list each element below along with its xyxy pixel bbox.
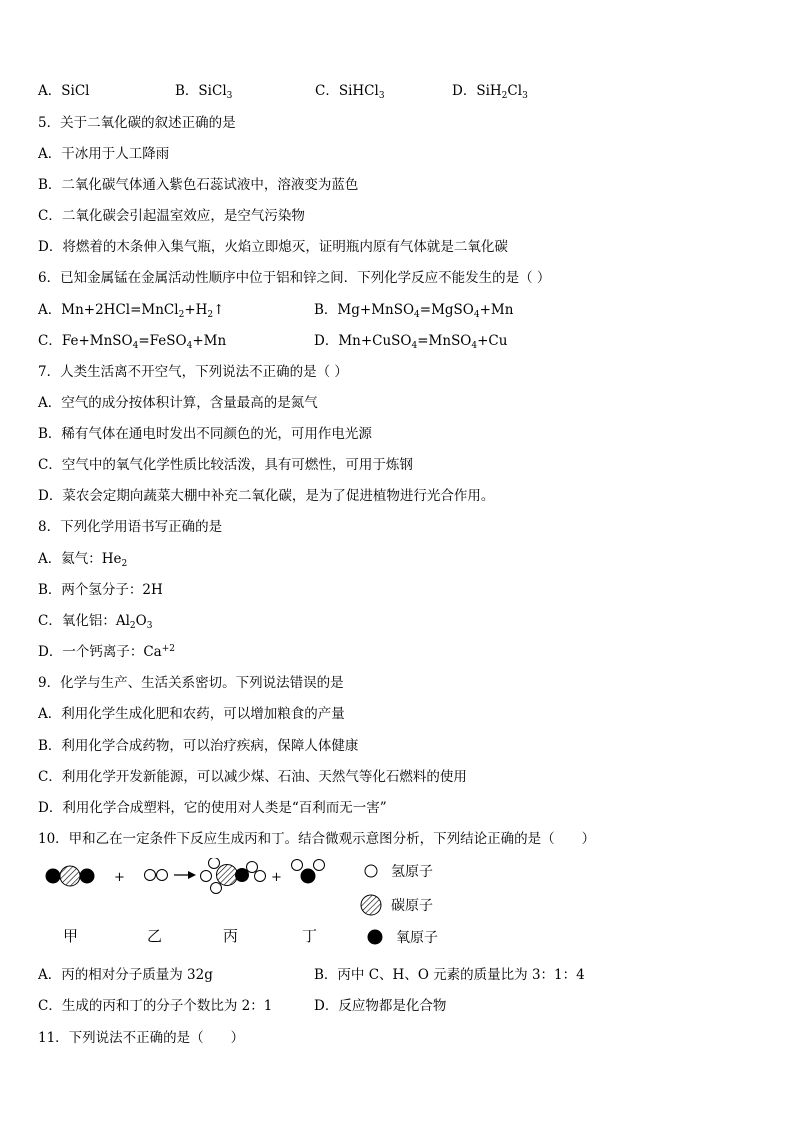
q4-option-c: C．SiHCl$_3$ xyxy=(315,83,385,101)
legend-hydrogen-label: 氢原子 xyxy=(391,864,433,880)
q8-option-b: B．两个氢分子：2H xyxy=(38,582,163,598)
q6-stem: 6．已知金属锰在金属活动性顺序中位于铝和锌之间．下列化学反应不能发生的是（ ） xyxy=(38,270,551,286)
q10-option-a: A．丙的相对分子质量为 32g xyxy=(38,967,213,983)
q7-option-c: C．空气中的氧气化学性质比较活泼，具有可燃性，可用于炼钢 xyxy=(38,457,413,473)
q8-stem: 8．下列化学用语书写正确的是 xyxy=(38,519,223,535)
q9-option-a: A．利用化学生成化肥和农药，可以增加粮食的产量 xyxy=(38,706,345,722)
q5-option-c: C．二氧化碳会引起温室效应，是空气污染物 xyxy=(38,208,305,224)
q8-option-a: A．氦气：$He_2$ xyxy=(38,551,128,569)
label-jia: 甲 xyxy=(63,927,79,945)
q9-stem: 9．化学与生产、生活关系密切。下列说法错误的是 xyxy=(38,675,344,691)
q6-option-d: D．Mn+CuSO$_4$=MnSO$_4$+Cu xyxy=(314,333,508,351)
q7-stem: 7．人类生活离不开空气，下列说法不正确的是（ ） xyxy=(38,364,348,380)
reaction-arrow xyxy=(174,871,196,879)
q10-option-b: B．丙中 C、H、O 元素的质量比为 3：1：4 xyxy=(314,967,585,983)
molecule-reaction-diagram xyxy=(30,858,500,953)
diagram-legend xyxy=(361,864,438,946)
q4-option-a: A．SiCl xyxy=(38,83,90,99)
q10-option-c: C．生成的丙和丁的分子个数比为 2：1 xyxy=(38,998,273,1014)
legend-hydrogen-icon xyxy=(365,865,377,877)
label-ding: 丁 xyxy=(302,927,318,945)
q10-option-d: D．反应物都是化合物 xyxy=(314,998,447,1014)
label-yi: 乙 xyxy=(147,927,163,945)
q7-option-b: B．稀有气体在通电时发出不同颜色的光，可用作电光源 xyxy=(38,426,372,442)
label-bing: 丙 xyxy=(223,927,239,945)
molecule-ding-h2o xyxy=(292,860,325,884)
q6-option-c: C．Fe+MnSO$_4$=FeSO$_4$+Mn xyxy=(38,333,227,351)
q5-option-d: D．将燃着的木条伸入集气瓶，火焰立即熄灭，证明瓶内原有气体就是二氧化碳 xyxy=(38,239,508,255)
legend-carbon-icon xyxy=(361,895,381,915)
q7-option-a: A．空气的成分按体积计算，含量最高的是氮气 xyxy=(38,395,318,411)
legend-oxygen-icon xyxy=(368,930,383,945)
q10-stem: 10．甲和乙在一定条件下反应生成丙和丁。结合微观示意图分析，下列结论正确的是（ ） xyxy=(38,831,596,847)
q5-stem: 5．关于二氧化碳的叙述正确的是 xyxy=(38,115,236,131)
q4-option-b: B．SiCl$_3$ xyxy=(175,83,233,101)
q9-option-c: C．利用化学开发新能源，可以减少煤、石油、天然气等化石燃料的使用 xyxy=(38,769,467,785)
q9-option-b: B．利用化学合成药物，可以治疗疾病，保障人体健康 xyxy=(38,738,359,754)
q6-option-a: A．$Mn+2HCl=MnCl_2+H_2↑$ xyxy=(38,302,225,320)
q8-option-c: C．氧化铝：$Al_2O_3$ xyxy=(38,613,153,631)
molecule-bing-ch3oh xyxy=(201,858,266,894)
plus-sign-1: + xyxy=(114,870,125,885)
q6-option-b: B．Mg+MnSO$_4$=MgSO$_4$+Mn xyxy=(314,302,514,320)
q5-option-b: B．二氧化碳气体通入紫色石蕊试液中，溶液变为蓝色 xyxy=(38,177,359,193)
legend-oxygen-label: 氧原子 xyxy=(396,930,438,946)
q9-option-d: D．利用化学合成塑料，它的使用对人类是“百利而无一害” xyxy=(38,800,387,816)
molecule-yi-h2 xyxy=(145,870,168,881)
q4-option-d: D．$SiH_2Cl_3$ xyxy=(452,83,528,101)
molecule-jia-co2 xyxy=(46,866,95,886)
q7-option-d: D．菜农会定期向蔬菜大棚中补充二氧化碳，是为了促进植物进行光合作用。 xyxy=(38,488,495,504)
legend-carbon-label: 碳原子 xyxy=(391,898,433,914)
q11-stem: 11．下列说法不正确的是（ ） xyxy=(38,1030,245,1046)
q8-option-d: D．一个钙离子：$Ca^{+2}$ xyxy=(38,644,175,660)
q5-option-a: A．干冰用于人工降雨 xyxy=(38,146,170,162)
plus-sign-2: + xyxy=(271,870,282,885)
